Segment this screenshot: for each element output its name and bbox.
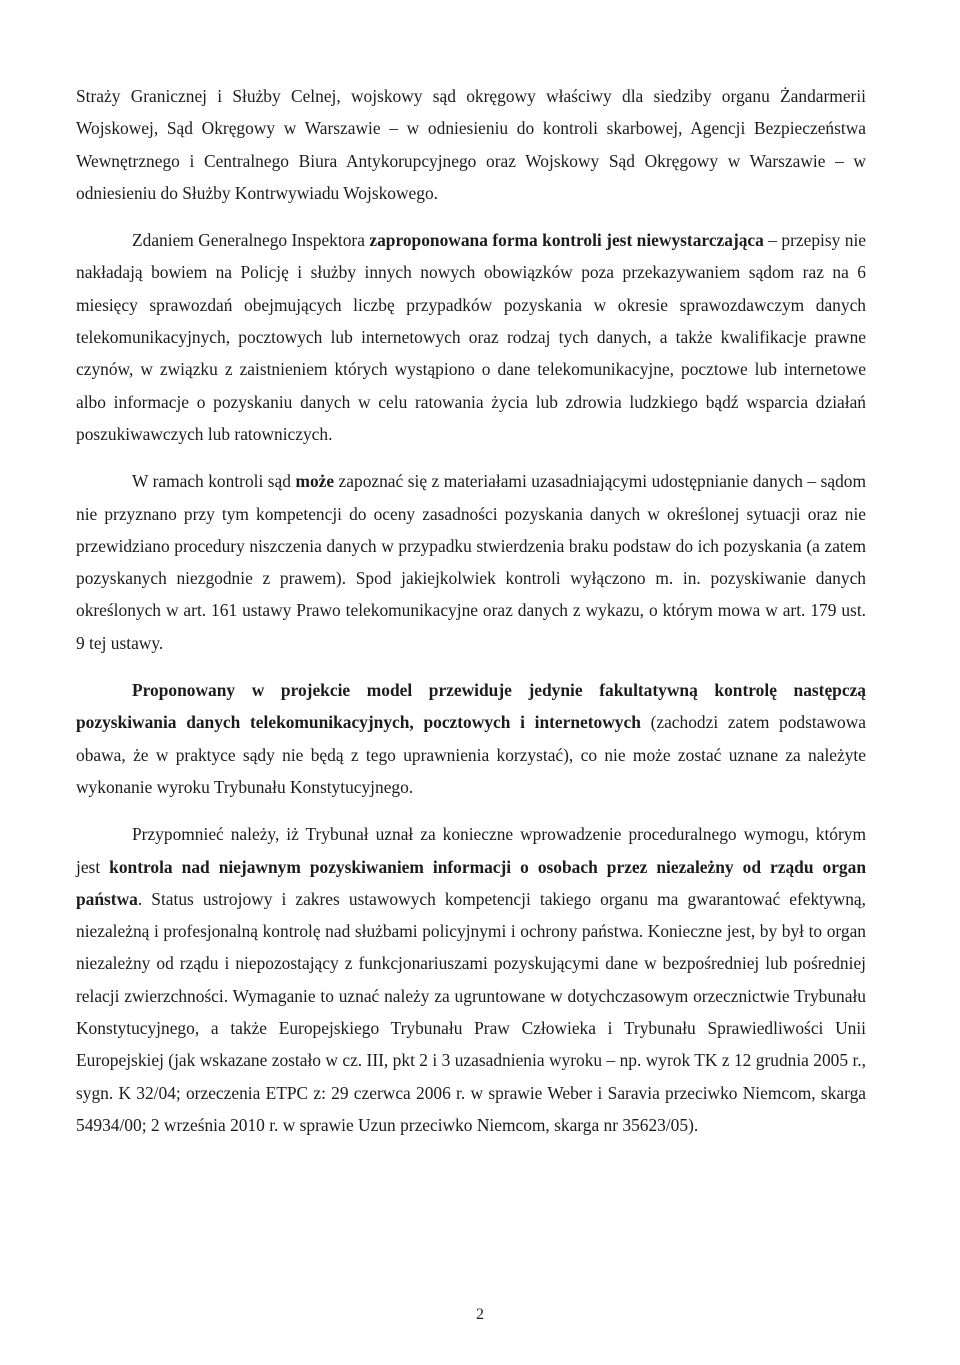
bold-text-run: kontrola nad niejawnym pozyskiwaniem informacji o osobach przez niezależny od rządu organ państwa: [76, 856, 866, 909]
bold-text-run: może: [295, 471, 335, 492]
text-run: – przepisy nie nakładają bowiem na Policję i służby innych nowych obowiązków poza przekazywaniem sądom raz na 6 miesięcy sprawozdań obejmujących liczbę przypadków pozyskania w okresie sprawozdawczym danych telekomunikacyjnych, pocztowych lub internetowych oraz rodzaj tych danych, a także kwalifikacje prawne czynów, w związku z zaistnieniem których wystąpiono o dane telekomunikacyjne, pocztowe lub internetowe albo informacje o pozyskaniu danych w celu ratowania życia lub zdrowia ludzkiego bądź wsparcia działań poszukiwawczych lub ratowniczych.: [76, 230, 867, 444]
document-body: [76, 80, 866, 1141]
text-run: W ramach kontroli sąd: [132, 471, 296, 492]
paragraph-5: [76, 818, 866, 1141]
text-run: Przypomnieć należy, iż Trybunał uznał za konieczne wprowadzenie proceduralnego wymogu, którym jest: [76, 824, 866, 877]
paragraph-2: [76, 224, 866, 450]
text-run: Straży Granicznej i Służby Celnej, wojskowy sąd okręgowy właściwy dla siedziby organu Żandarmerii Wojskowej, Sąd Okręgowy w Warszawie – w odniesieniu do kontroli skarbowej, Agencji Bezpieczeństwa Wewnętrznego i Centralnego Biura Antykorupcyjnego oraz Wojskowy Sąd Okręgowy w Warszawie – w odniesieniu do Służby Kontrwywiadu Wojskowego.: [76, 86, 866, 203]
text-run: . Status ustrojowy i zakres ustawowych kompetencji takiego organu ma gwarantować efektywną, niezależną i profesjonalną kontrolę nad służbami policyjnymi i ochrony państwa. Konieczne jest, by był to organ niezależny od rządu i niepozostający z funkcjonariuszami pozyskującymi dane w bezpośredniej lub pośredniej relacji zwierzchności. Wymaganie to uznać należy za ugruntowane w dotychczasowym orzecznictwie Trybunału Konstytucyjnego, a także Europejskiego Trybunału Praw Człowieka i Trybunału Sprawiedliwości Unii Europejskiej (jak wskazane zostało w cz. III, pkt 2 i 3 uzasadnienia wyroku – np. wyrok TK z 12 grudnia 2005 r., sygn. K 32/04; orzeczenia ETPC z: 29 czerwca 2006 r. w sprawie Weber i Saravia przeciwko Niemcom, skarga 54934/00; 2 września 2010 r. w sprawie Uzun przeciwko Niemcom, skarga nr 35623/05).: [76, 888, 866, 1135]
bold-text-run: zaproponowana forma kontroli jest niewystarczająca: [369, 230, 764, 251]
paragraph-4: [76, 674, 866, 803]
bold-text-run: Proponowany w projekcie model przewiduje jedynie fakultatywną kontrolę następczą pozyskiwania danych telekomunikacyjnych, pocztowych i internetowych: [76, 680, 866, 733]
text-run: zapoznać się z materiałami uzasadniającymi udostępnianie danych – sądom nie przyznano przy tym kompetencji do oceny zasadności pozyskania danych w określonej sytuacji oraz nie przewidziano procedury niszczenia danych w przypadku stwierdzenia braku podstaw do ich pozyskania (a zatem pozyskanych niezgodnie z prawem). Spod jakiejkolwiek kontroli wyłączono m. in. pozyskiwanie danych określonych w art. 161 ustawy Prawo telekomunikacyjne oraz danych z wykazu, o którym mowa w art. 179 ust. 9 tej ustawy.: [76, 471, 866, 653]
paragraph-3: [76, 465, 866, 659]
page-number: 2: [476, 1306, 484, 1323]
paragraph-1: [76, 80, 866, 209]
text-run: Zdaniem Generalnego Inspektora: [132, 230, 370, 251]
text-run: (zachodzi zatem podstawowa obawa, że w praktyce sądy nie będą z tego uprawnienia korzystać), co nie może zostać uznane za należyte wykonanie wyroku Trybunału Konstytucyjnego.: [76, 712, 866, 797]
